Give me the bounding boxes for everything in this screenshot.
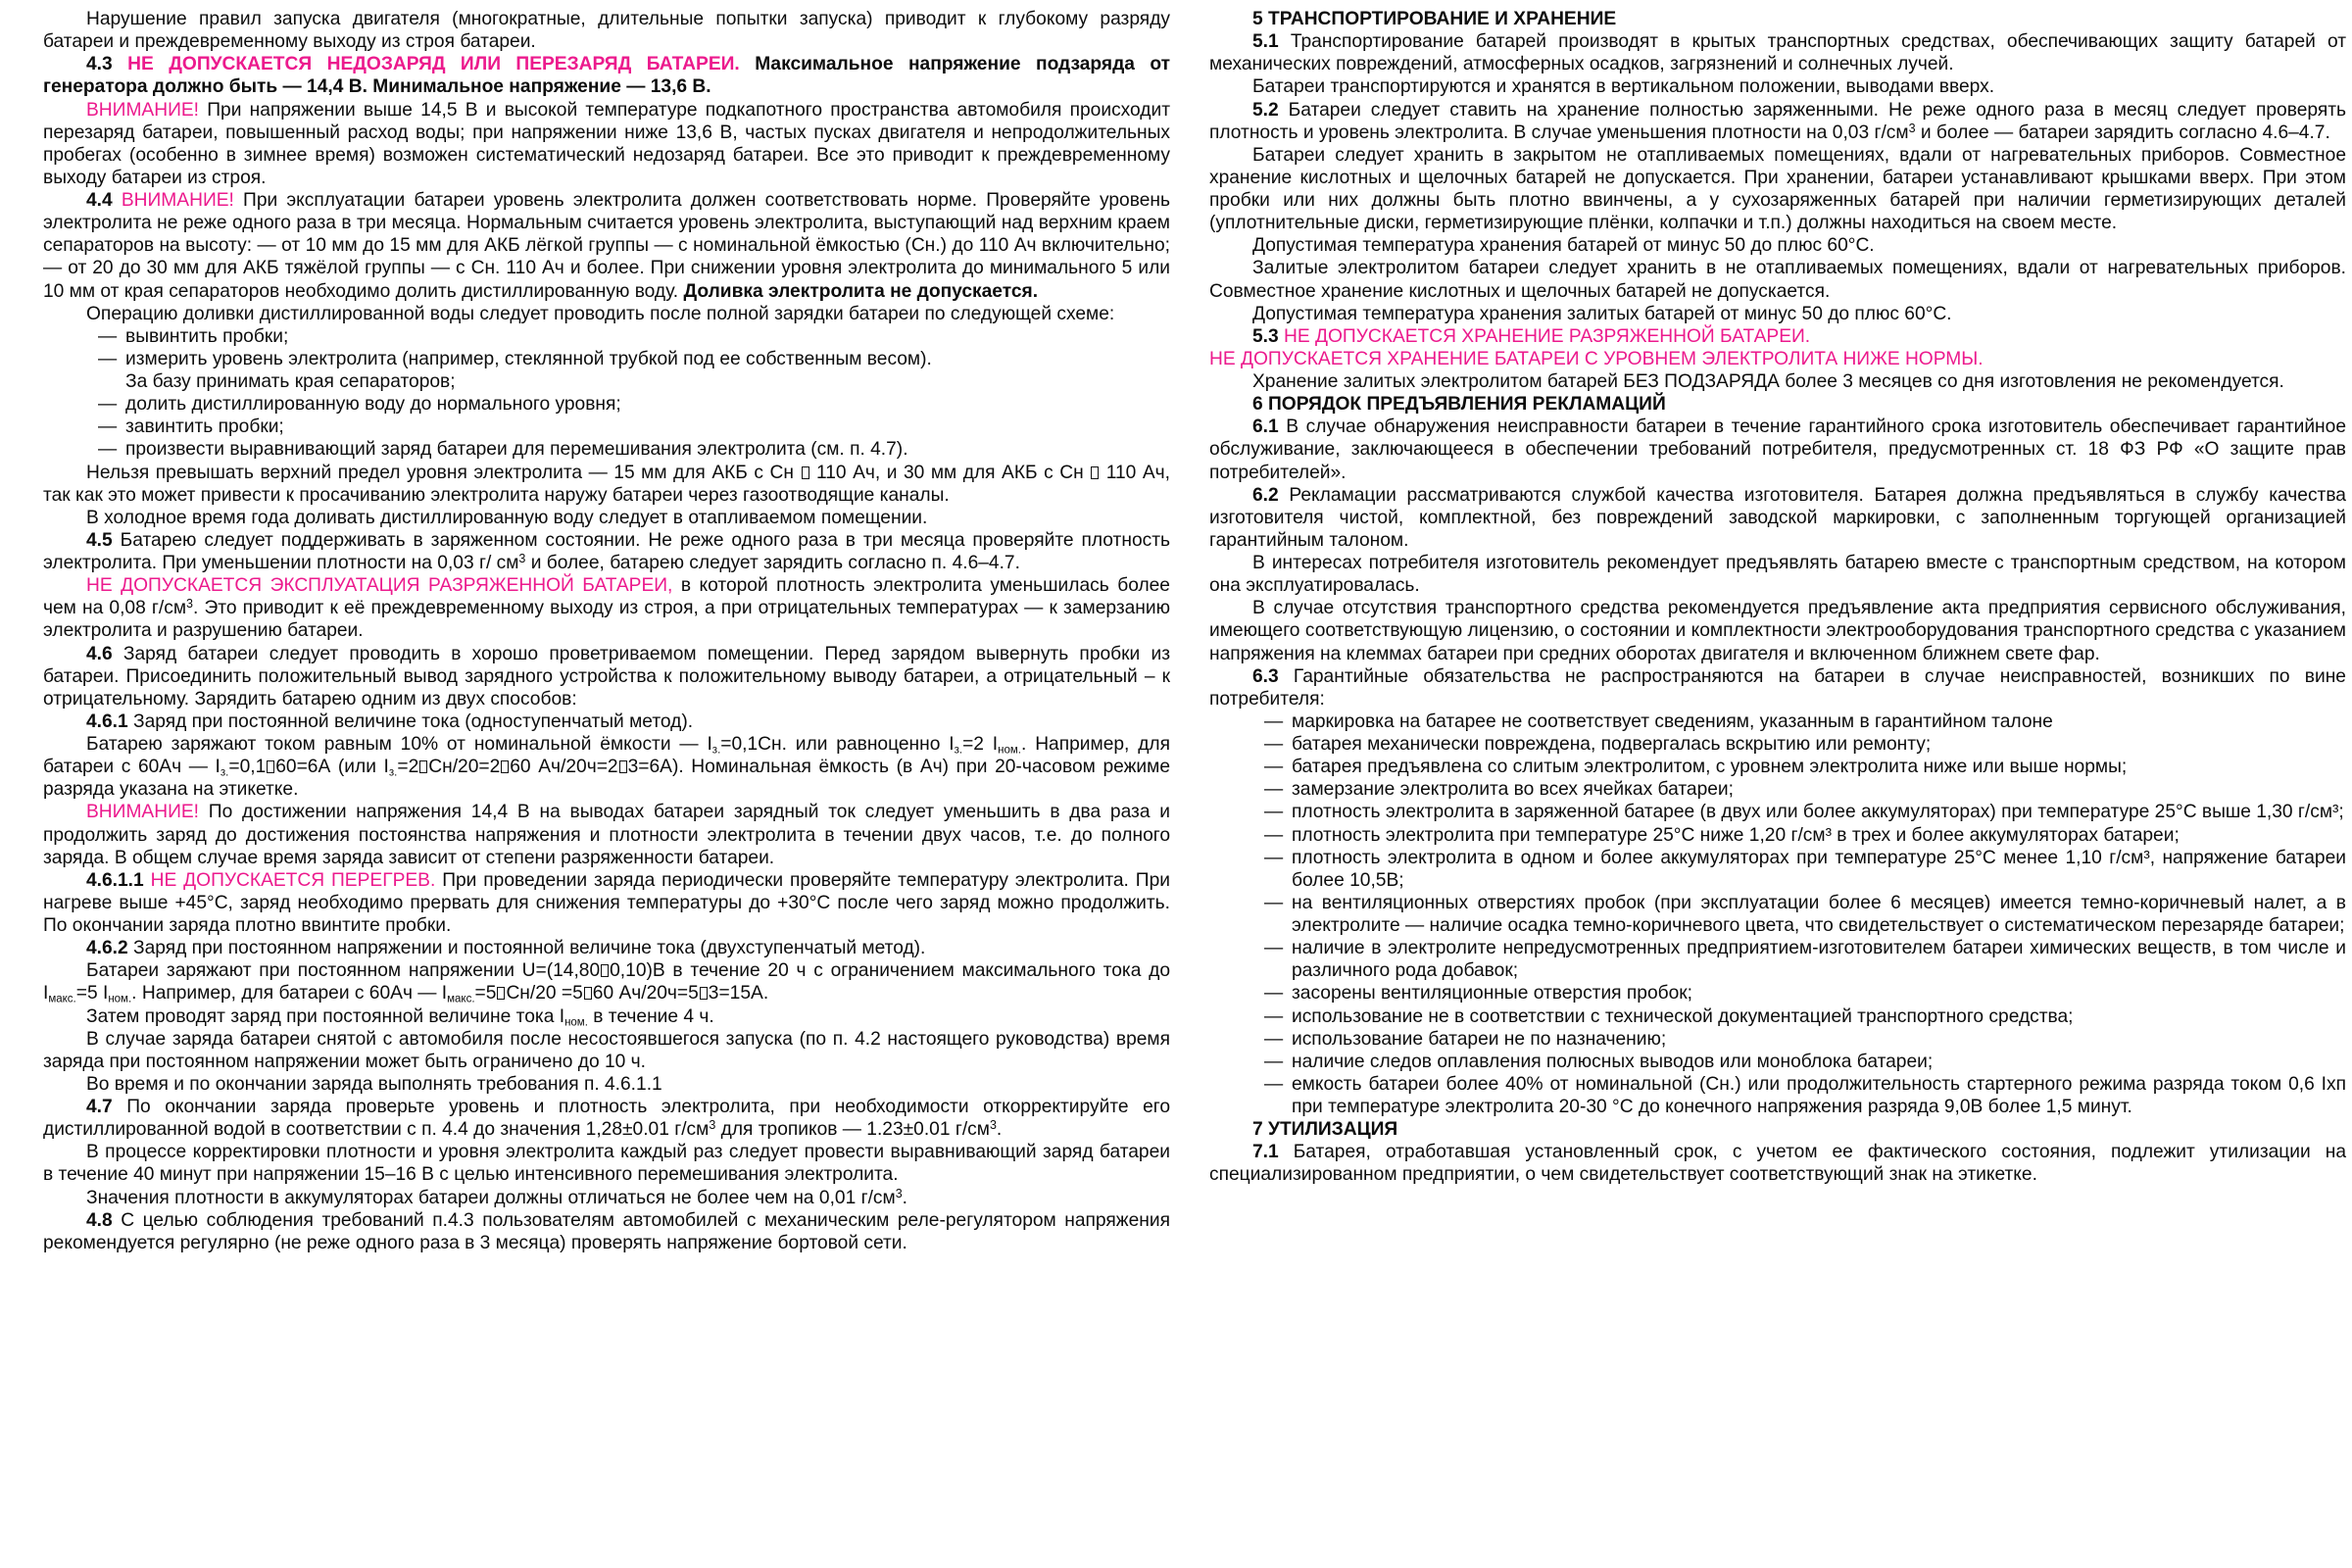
list-item-text: плотность электролита в одном и более аккумуляторах при температуре 25°С менее 1,10 г/см³, напряжение батареи более 10,5В; xyxy=(1292,847,2346,891)
section-4-8-number: 4.8 xyxy=(86,1209,113,1231)
paragraph-discharged-warning xyxy=(43,574,1170,642)
list-item-text: вывинтить пробки; xyxy=(125,325,289,347)
subscript-nom: ном. xyxy=(998,744,1021,757)
paragraph-intro xyxy=(43,8,1170,53)
section-7-1 xyxy=(1209,1141,2346,1186)
discharged-warning-text-a: в которой плотность электролита уменьшилась более чем на 0,08 г/см xyxy=(43,575,1170,619)
section-4-7 xyxy=(43,1096,1170,1141)
scheme-list xyxy=(43,325,1170,462)
paragraph-4-6-2-then xyxy=(43,1005,1170,1028)
list-item xyxy=(43,348,1170,370)
subscript-nom: ном. xyxy=(108,994,132,1006)
right-column xyxy=(1209,8,2346,1568)
section-5-3-number: 5.3 xyxy=(1252,325,1279,347)
list-item-text: наличие в электролите непредусмотренных предприятием-изготовителем батареи химических веществ, в том числе и различного рода добавок; xyxy=(1292,938,2346,982)
paragraph-vertical-position xyxy=(1209,75,2346,98)
section-4-4-number: 4.4 xyxy=(86,190,113,211)
section-4-6-1-1 xyxy=(43,869,1170,937)
section-4-4 xyxy=(43,189,1170,303)
storage-conditions-text: Батареи следует хранить в закрытом не отапливаемых помещениях, вдали от нагревательных приборов. Совместное хранение кислотных и щелочных батарей не допускается. При хранении, батареи устанавливают крышками вверх. При этом пробки или них должны быть плотно ввинчены, а у сухозаряженных батарей при наличии герметизирующих деталей (уплотнительные диски, герметизирующие плёнки, колпачки и т.п.) должны находиться на своем месте. xyxy=(1209,144,2346,234)
formula-text-8: 3=15А. xyxy=(708,983,769,1004)
paragraph-4-7-process xyxy=(43,1141,1170,1186)
list-item-text: маркировка на батарее не соответствует сведениям, указанным в гарантийном талоне xyxy=(1292,710,2053,732)
section-4-6-1 xyxy=(43,710,1170,733)
section-4-6-1-1-number: 4.6.1.1 xyxy=(86,869,144,891)
formula-text-2: =0,1Сн. или равноценно xyxy=(720,734,941,755)
paragraph-cold-season xyxy=(43,507,1170,529)
section-5-1 xyxy=(1209,30,2346,75)
section-6-3-text: Гарантийные обязательства не распространяются на батареи в случае неисправностей, возникших по вине потребителя: xyxy=(1209,665,2346,710)
temperature-text-1: Допустимая температура хранения батарей от минус 50 до плюс 60°С. xyxy=(1252,235,1875,257)
placeholder-box-glyph xyxy=(419,760,427,773)
subscript-z: з. xyxy=(220,766,229,779)
section-6-2-text: Рекламации рассматриваются службой качества изготовителя. Батарея должна предъявляться в службу качества изготовителя чистой, комплектной, без повреждений заводской маркировки, с заполненным торгующей организацией гарантийным талоном. xyxy=(1209,484,2346,551)
placeholder-box-glyph xyxy=(497,987,505,1000)
list-item-text: емкость батареи более 40% от номинальной (Сн.) или продолжительность стартерного режима разряда током 0,6 Iхп при температуре электролита 20-30 °С до конечного напряжения разряда 9,0В более 1,5 минут. xyxy=(1292,1073,2346,1117)
list-item xyxy=(1209,733,2346,756)
paragraph-consumer-interest xyxy=(1209,552,2346,597)
list-item xyxy=(1209,801,2346,823)
formula-text-10: 3=6А). Номинальная ёмкость (в Ач) при 20-часовом режиме разряда указана на этикетке. xyxy=(43,757,1170,801)
discharged-warning-label: НЕ ДОПУСКАЕТСЯ ЭКСПЛУАТАЦИЯ РАЗРЯЖЕННОЙ БАТАРЕИ, xyxy=(86,575,673,597)
list-item xyxy=(1209,824,2346,847)
placeholder-box-glyph xyxy=(700,987,708,1000)
list-item-text: завинтить пробки; xyxy=(125,416,284,438)
dash-icon: — xyxy=(98,325,118,347)
attention-label: ВНИМАНИЕ! xyxy=(86,802,200,823)
dash-icon: — xyxy=(1264,1028,1284,1050)
attention-text: По достижении напряжения 14,4 В на выводах батареи зарядный ток следует уменьшить в два раза и продолжить заряд до достижения постоянства напряжения и плотности электролита в течении двух часов, т.е. до полного заряда. В общем случае время заряда зависит от степени разряженности батареи. xyxy=(43,802,1170,868)
paragraph-temperature-2 xyxy=(1209,303,2346,325)
scheme-lead-text: Операцию доливки дистиллированной воды следует проводить после полной зарядки батареи по следующей схеме: xyxy=(86,303,1115,324)
process-text: В процессе корректировки плотности и уровня электролита каждый раз следует провести выравнивающий заряд батареи в течение 40 минут при напряжении 15–16 В с целью интенсивного перемешивания электролита. xyxy=(43,1142,1170,1186)
list-item xyxy=(1209,1005,2346,1028)
list-item xyxy=(1209,756,2346,778)
section-4-8 xyxy=(43,1209,1170,1254)
discharged-warning-text-b: . Это приводит к её преждевременному выходу из строя, а при отрицательных температурах — к замерзанию электролита и разрушению батареи. xyxy=(43,598,1170,642)
section-4-5 xyxy=(43,529,1170,574)
placeholder-box-glyph xyxy=(802,466,809,479)
subscript-z: з. xyxy=(388,766,398,779)
subscript-z: з. xyxy=(954,744,963,757)
section-4-6-1-title: Заряд при постоянной величине тока (одноступенчатый метод). xyxy=(133,710,694,732)
list-item-text: плотность электролита в заряженной батарее (в двух или более аккумуляторах) при температуре 25°С выше 1,30 г/см³; xyxy=(1292,802,2344,823)
values-text-a: Значения плотности в аккумуляторах батареи должны отличаться не более чем на 0,01 г/см xyxy=(86,1187,896,1208)
limit-text-b: 110 Ач, и 30 мм для АКБ с Сн xyxy=(816,462,1084,483)
formula-text-3: =5 I xyxy=(75,983,109,1004)
list-item-text: замерзание электролита во всех ячейках батареи; xyxy=(1292,779,1734,801)
list-item-text: использование батареи не по назначению; xyxy=(1292,1028,1667,1050)
subscript-nom: ном. xyxy=(564,1016,588,1029)
section-4-7-text-c: . xyxy=(996,1119,1003,1141)
limit-text-a: Нельзя превышать верхний предел уровня электролита — 15 мм для АКБ с Сн xyxy=(86,462,794,483)
section-4-6-1-1-text: При проведении заряда периодически проверяйте температуру электролита. При нагреве выше +45°С, заряд необходимо прервать для снижения температуры до +30°С после чего заряд можно продолжить. По окончании заряда плотно ввинтите пробки. xyxy=(43,869,1170,936)
list-item-text: батарея механически повреждена, подвергалась вскрытию или ремонту; xyxy=(1292,734,1932,755)
dash-icon: — xyxy=(1264,938,1284,959)
section-4-5-number: 4.5 xyxy=(86,529,113,551)
list-item xyxy=(1209,1073,2346,1118)
formula-text-3: =2 I xyxy=(962,734,999,755)
heading-section-6: 6 ПОРЯДОК ПРЕДЪЯВЛЕНИЯ РЕКЛАМАЦИЙ xyxy=(1252,394,1666,416)
section-6-3-number: 6.3 xyxy=(1252,665,1279,687)
intro-text: Нарушение правил запуска двигателя (многократные, длительные попытки запуска) приводит к глубокому разряду батареи и преждевременному выходу из строя батареи. xyxy=(43,9,1170,53)
temperature-text-2: Допустимая температура хранения залитых батарей от минус 50 до плюс 60°С. xyxy=(1252,303,1952,324)
section-6-1-number: 6.1 xyxy=(1252,416,1279,438)
section-4-3-number: 4.3 xyxy=(86,54,113,75)
dash-icon: — xyxy=(1264,710,1284,732)
section-4-4-bold-tail: Доливка электролита не допускается. xyxy=(683,280,1039,302)
section-5-2-text-b: и более — батареи зарядить согласно 4.6–4.7. xyxy=(1920,122,2330,143)
placeholder-box-glyph xyxy=(501,760,509,773)
subscript-z: з. xyxy=(711,744,721,757)
paragraph-limit xyxy=(43,462,1170,507)
dash-icon: — xyxy=(98,348,118,369)
section-6-1 xyxy=(1209,416,2346,483)
formula-text-6: Сн/20 =5 xyxy=(506,983,583,1004)
section-4-7-number: 4.7 xyxy=(86,1097,113,1117)
subscript-max: макс. xyxy=(48,994,76,1006)
dash-icon: — xyxy=(1264,892,1284,913)
section-4-5-text-a: Батарею следует поддерживать в заряженном состоянии. Не реже одного раза в три месяца проверяйте плотность электролита. При уменьшении плотности на 0,03 г/ см xyxy=(43,529,1170,573)
placeholder-box-glyph xyxy=(267,760,274,773)
dash-icon: — xyxy=(1264,734,1284,755)
paragraph-storage-conditions xyxy=(1209,144,2346,235)
list-item xyxy=(1209,1051,2346,1073)
section-4-6-text: Заряд батареи следует проводить в хорошо проветриваемом помещении. Перед зарядом вывернуть пробки из батареи. Присоединить положительный вывод зарядного устройства к положительному выводу батареи, а отрицательный – к отрицательному. Зарядить батарею одним из двух способов: xyxy=(43,643,1170,710)
paragraph-4-6-1-formula: Батарею заряжают током равным 10% от номинальной ёмкости — $I_{з.}=0,1Сн$. или равноценно $I_{з.}=2$ $I_{ном.}$. Например, для батареи с 60Ач — $I_{з.}=0,1$ 60=6А (или $I_{з.}=2$ Сн/20=2 60 Ач/20ч=2 3=6А). Номинальная ёмкость (в Ач) при 20-часовом режиме разряда указана на этикетке. xyxy=(43,734,1171,801)
formula-text-1: Батареи заряжают при постоянном напряжении U=(14,80 xyxy=(86,960,601,982)
attention-text: При напряжении выше 14,5 В и высокой температуре подкапотного пространства автомобиля происходит перезаряд батареи, повышенный расход воды; при напряжении ниже 13,6 В, частых пусках двигателя и непродолжительных пробегах (особенно в зимнее время) возможен систематический недозаряд батареи. Все это приводит к преждевременному выходу батареи из строя. xyxy=(43,99,1170,188)
formula-text-5: =0,1 xyxy=(228,757,267,778)
paragraph-4-6-2-formula xyxy=(43,959,1170,1004)
paragraph-attention-1 xyxy=(43,99,1170,190)
section-5-2-number: 5.2 xyxy=(1252,99,1279,121)
then-text-2: в течение 4 ч. xyxy=(593,1005,714,1027)
dash-icon: — xyxy=(98,416,118,438)
paragraph-4-6-1-attention xyxy=(43,801,1170,868)
dash-icon: — xyxy=(1264,802,1284,823)
section-4-6 xyxy=(43,643,1170,710)
dash-icon: — xyxy=(1264,983,1284,1004)
dash-icon: — xyxy=(1264,779,1284,801)
paragraph-4-7-values xyxy=(43,1187,1170,1209)
heading-section-5: 5 ТРАНСПОРТИРОВАНИЕ И ХРАНЕНИЕ xyxy=(1252,9,1617,29)
placeholder-box-glyph xyxy=(619,760,627,773)
section-4-3-bold-text: Максимальное напряжение подзаряда от генератора должно быть — 14,4 В. Минимальное напряжение — 13,6 В. xyxy=(43,54,1170,98)
storage-warning-2: НЕ ДОПУСКАЕТСЯ ХРАНЕНИЕ БАТАРЕИ С УРОВНЕМ ЭЛЕКТРОЛИТА НИЖЕ НОРМЫ. xyxy=(1209,348,1984,369)
section-5-3 xyxy=(1209,325,2346,348)
list-item-text: плотность электролита при температуре 25°С ниже 1,20 г/см³ в трех и более аккумуляторах батареи; xyxy=(1292,824,2180,846)
dash-icon: — xyxy=(1264,1005,1284,1027)
list-item-text: использование не в соответствии с технической документацией транспортного средства; xyxy=(1292,1005,2074,1027)
vertical-position-text: Батареи транспортируются и хранятся в вертикальном положении, выводами вверх. xyxy=(1252,76,1995,98)
list-item-text: наличие следов оплавления полюсных выводов или моноблока батареи; xyxy=(1292,1051,1934,1072)
section-6-1-text: В случае обнаружения неисправности батареи в течение гарантийного срока изготовитель обеспечивает гарантийное обслуживание, заключающееся в обеспечении требований потребителя, предусмотренных ст. 18 ФЗ РФ «О защите прав потребителей». xyxy=(1209,416,2346,483)
list-item xyxy=(1209,937,2346,982)
section-6-2 xyxy=(1209,484,2346,552)
formula-text-4: . Например, для батареи с 60Ач — I xyxy=(43,734,1171,778)
formula-text-5: =5 xyxy=(474,983,497,1004)
section-7-1-text: Батарея, отработавшая установленный срок, с учетом ее фактического состояния, подлежит утилизации на специализированном предприятии, о чем свидетельствует соответствующий знак на этикетке. xyxy=(1209,1142,2346,1186)
list-item xyxy=(1209,982,2346,1004)
claim-exclusions-list xyxy=(1209,710,2346,1118)
section-4-7-text-a: По окончании заряда проверьте уровень и плотность электролита, при необходимости откорректируйте его дистиллированной водой в соответствии с п. 4.4 до значения 1,28±0.01 г/см xyxy=(43,1097,1170,1141)
section-7-1-number: 7.1 xyxy=(1252,1142,1279,1163)
dash-icon: — xyxy=(1264,1051,1284,1072)
section-4-4-attention-label: ВНИМАНИЕ! xyxy=(121,190,234,211)
list-item xyxy=(1209,892,2346,937)
list-item xyxy=(1209,1028,2346,1051)
placeholder-box-glyph xyxy=(1091,466,1099,479)
superscript-cubed: 3 xyxy=(186,597,193,612)
list-item xyxy=(43,416,1170,438)
paragraph-temperature-1 xyxy=(1209,234,2346,257)
list-item-text: батарея предъявлена со слитым электролитом, с уровнем электролита ниже или выше нормы; xyxy=(1292,757,2128,778)
section-4-6-1-number: 4.6.1 xyxy=(86,710,128,732)
list-item xyxy=(1209,710,2346,733)
superscript-cubed: 3 xyxy=(1908,121,1916,135)
storage-warning-1: НЕ ДОПУСКАЕТСЯ ХРАНЕНИЕ РАЗРЯЖЕННОЙ БАТАРЕИ. xyxy=(1284,325,1811,347)
list-item-text: долить дистиллированную воду до нормального уровня; xyxy=(125,394,621,416)
formula-text-9: 60 Ач/20ч=2 xyxy=(510,757,618,778)
section-4-5-text-b: и более, батарею следует зарядить согласно п. 4.6–4.7. xyxy=(530,553,1020,573)
list-item-text: произвести выравнивающий заряд батареи для перемешивания электролита (см. п. 4.7). xyxy=(125,439,908,461)
placeholder-box-glyph xyxy=(584,987,592,1000)
list-item xyxy=(1209,847,2346,892)
superscript-cubed: 3 xyxy=(709,1118,716,1133)
list-item-text: засорены вентиляционные отверстия пробок; xyxy=(1292,983,1693,1004)
list-item xyxy=(1209,778,2346,801)
section-4-6-2 xyxy=(43,937,1170,959)
dash-icon: — xyxy=(98,439,118,461)
section-6-3 xyxy=(1209,665,2346,710)
values-text-b: . xyxy=(902,1187,908,1208)
section-6-2-number: 6.2 xyxy=(1252,484,1279,506)
case-text: В случае заряда батареи снятой с автомобиля после несостоявшегося запуска (по п. 4.2 настоящего руководства) время заряда при постоянном напряжении может быть ограничено до 10 ч. xyxy=(43,1028,1170,1072)
formula-text-7: =2 xyxy=(397,757,419,778)
section-5-1-number: 5.1 xyxy=(1252,31,1279,53)
paragraph-4-6-2-case xyxy=(43,1028,1170,1073)
formula-text-6: 60=6А (или I xyxy=(275,757,389,778)
paragraph-filled-batteries xyxy=(1209,257,2346,302)
formula-text-2: 0,10)В в течение 20 ч с ограничением максимального тока до I xyxy=(43,960,1170,1004)
superscript-cubed: 3 xyxy=(895,1186,903,1200)
section-5-2 xyxy=(1209,99,2346,144)
absence-vehicle-text: В случае отсутствия транспортного средства рекомендуется предъявление акта предприятия сервисного обслуживания, имеющего соответствующую лицензию, о состоянии и комплектности электрооборудования транспортного средства с указанием напряжения на клеммах батареи при средних оборотах двигателя и включенном ближнем свете фар. xyxy=(1209,598,2346,664)
dash-icon: — xyxy=(1264,824,1284,846)
section-4-6-number: 4.6 xyxy=(86,643,113,664)
list-item xyxy=(43,438,1170,461)
storage-3-months-text: Хранение залитых электролитом батарей БЕЗ ПОДЗАРЯДА более 3 месяцев со дня изготовления не рекомендуется. xyxy=(1252,371,2284,392)
heading-section-7: 7 УТИЛИЗАЦИЯ xyxy=(1252,1119,1398,1141)
paragraph-4-6-2-during xyxy=(43,1073,1170,1096)
section-4-7-text-b: для тропиков — 1.23±0.01 г/см xyxy=(720,1119,990,1141)
list-item xyxy=(43,325,1170,348)
cold-season-text: В холодное время года доливать дистиллированную воду следует в отапливаемом помещении. xyxy=(86,507,928,528)
left-column xyxy=(43,8,1170,1568)
paragraph-absence-vehicle xyxy=(1209,597,2346,664)
filled-batteries-text: Залитые электролитом батареи следует хранить в не отапливаемых помещениях, вдали от нагревательных приборов. Совместное хранение кислотных и щелочных батарей не допускается. xyxy=(1209,258,2346,302)
section-4-8-text: С целью соблюдения требований п.4.3 пользователям автомобилей с механическим реле-регулятором напряжения рекомендуется регулярно (не реже одного раза в 3 месяца) проверять напряжение бортовой сети. xyxy=(43,1209,1170,1253)
subscript-max: макс. xyxy=(447,994,475,1006)
section-4-3-warning: НЕ ДОПУСКАЕТСЯ НЕДОЗАРЯД ИЛИ ПЕРЕЗАРЯД БАТАРЕИ. xyxy=(127,54,740,75)
then-text-1: Затем проводят заряд при постоянной величине тока I xyxy=(86,1005,565,1027)
dash-icon: — xyxy=(98,394,118,416)
during-text: Во время и по окончании заряда выполнять требования п. 4.6.1.1 xyxy=(86,1073,662,1095)
attention-label: ВНИМАНИЕ! xyxy=(86,99,200,121)
limit-text-c: 110 Ач, так как это может привести к просачиванию электролита наружу батареи через газоотводящие каналы. xyxy=(43,462,1170,506)
section-4-6-2-number: 4.6.2 xyxy=(86,938,128,959)
dash-icon: — xyxy=(1264,1073,1284,1095)
formula-text-4: . Например, для батареи с 60Ач — I xyxy=(131,983,448,1004)
list-item xyxy=(43,393,1170,416)
paragraph-scheme-lead xyxy=(43,303,1170,325)
formula-text-8: Сн/20=2 xyxy=(428,757,501,778)
dash-icon: — xyxy=(1264,847,1284,868)
section-5-2-text-a: Батареи следует ставить на хранение полностью заряженными. Не реже одного раза в месяц следует проверять плотность и уровень электролита. В случае уменьшения плотности на 0,03 г/см xyxy=(1209,99,2346,143)
section-5-3-warning-2 xyxy=(1209,348,2346,370)
paragraph-storage-3-months xyxy=(1209,370,2346,393)
section-4-3 xyxy=(43,53,1170,98)
formula-text-7: 60 Ач/20ч=5 xyxy=(592,983,699,1004)
list-item-text: измерить уровень электролита (например, стеклянной трубкой под ее собственным весом). xyxy=(125,348,932,369)
list-item-text: За базу принимать края сепараторов; xyxy=(125,371,456,392)
section-4-6-2-title: Заряд при постоянном напряжении и постоянной величине тока (двухступенчатый метод). xyxy=(133,938,926,959)
section-5-1-text: Транспортирование батарей производят в крытых транспортных средствах, обеспечивающих защиту батарей от механических повреждений, атмосферных осадков, загрязнений и солнечных лучей. xyxy=(1209,31,2346,75)
superscript-cubed: 3 xyxy=(989,1118,997,1133)
dash-icon: — xyxy=(1264,757,1284,778)
overheat-warning: НЕ ДОПУСКАЕТСЯ ПЕРЕГРЕВ. xyxy=(150,869,436,891)
section-4-4-text: При эксплуатации батареи уровень электролита должен соответствовать норме. Проверяйте уровень электролита не реже одного раза в три месяца. Нормальным считается уровень электролита, выступающий над верхним краем сепараторов на высоту: — от 10 мм до 15 мм для АКБ лёгкой группы — с номинальной ёмкостью (Сн.) до 110 Ач включительно; — от 20 до 30 мм для АКБ тяжёлой группы — с Сн. 110 Ач и более. При снижении уровня электролита до минимального 5 или 10 мм от края сепараторов необходимо долить дистиллированную воду. xyxy=(43,190,1170,302)
placeholder-box-glyph xyxy=(601,964,609,977)
formula-text-1: Батарею заряжают током равным 10% от номинальной ёмкости — I xyxy=(86,734,712,755)
superscript-cubed: 3 xyxy=(518,552,526,565)
list-item-text: на вентиляционных отверстиях пробок (при эксплуатации более 6 месяцев) имеется темно-коричневый налет, а в электролите — наличие осадка темно-коричневого цвета, что свидетельствует о систематическом перезаряде батареи; xyxy=(1292,892,2346,936)
list-item-continuation xyxy=(43,370,1170,393)
consumer-interest-text: В интересах потребителя изготовитель рекомендует предъявлять батарею вместе с транспортным средством, на котором она эксплуатировалась. xyxy=(1209,553,2346,597)
